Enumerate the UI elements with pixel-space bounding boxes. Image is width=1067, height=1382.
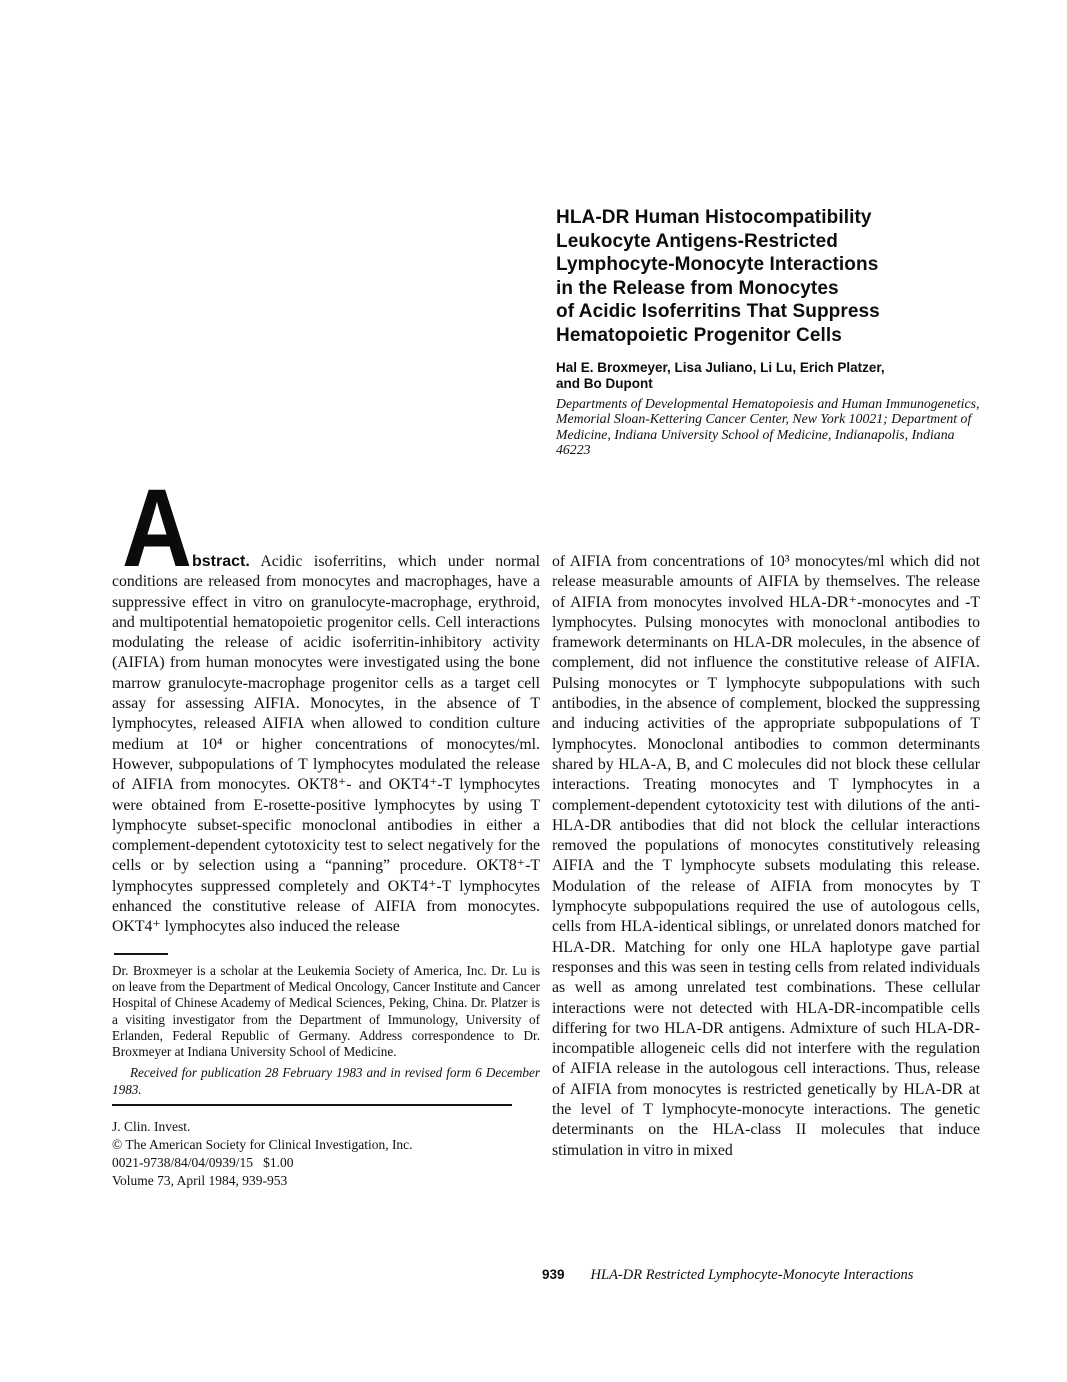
title-line: of Acidic Isoferritins That Suppress [556,301,880,323]
imprint-divider [112,1104,512,1106]
received-note: Received for publication 28 February 1983 and in revised form 6 December 1983. [112,1065,540,1097]
author-line: and Bo Dupont [556,375,653,391]
abstract-leadin: bstract. [192,553,250,570]
running-title: HLA-DR Restricted Lymphocyte-Monocyte Interactions [590,1267,914,1283]
title-line: Hematopoietic Progenitor Cells [556,324,842,346]
author-list [556,360,982,392]
fee-code-line: 0021-9738/84/04/0939/15 $1.00 [112,1155,294,1171]
author-credits-footnote: Dr. Broxmeyer is a scholar at the Leukemia Society of America, Inc. Dr. Lu is on leave from the Department of Medical Oncology, Cancer Institute and Cancer Hospital of Chinese Academy of Medical Sciences, Peking, China. Dr. Platzer is a visiting investigator from the Department of Immunology, University of Erlanden, Federal Republic of Germany. Address correspondence to Dr. Broxmeyer at Indiana University School of Medicine. [112,962,540,1060]
abstract-opening [112,467,540,938]
right-column [552,552,980,1161]
dropcap-letter: A [122,467,192,590]
abstract-paragraph-right: of AIFIA from concentrations of 10³ monocytes/ml which did not release measurable amounts of AIFIA by themselves. The release of AIFIA from monocytes involved HLA-DR⁺-monocytes and -T lymphocytes. Pulsing monocytes with monoclonal antibodies to framework determinants on HLA-DR molecules, in the absence of complement, did not influence the constitutive release of AIFIA. Pulsing monocytes or T lymphocyte subpopulations with such antibodies, in the absence of complement, blocked the suppressing and inducing activities of the appropriate subpopulations of T lymphocytes. Monoclonal antibodies to common determinants shared by HLA-A, B, and C molecules did not block these cellular interactions. Treating monocytes and T lymphocytes in a complement-dependent cytotoxicity test with dilutions of the anti-HLA-DR antibodies that did not block the cellular interactions removed the populations of monocytes constitutively releasing AIFIA and the T lymphocyte subsets modulating this release. Modulation of the release of AIFIA from monocytes by T lymphocyte subpopulations required the use of autologous cells, cells from HLA-identical siblings, or unrelated donors matched for HLA-DR. Matching for only one HLA haplotype gave partial responses and this was seen in testing cells from related individuals as well as among unrelated test combinations. These cellular interactions were not detected with HLA-DR-incompatible cells differing for two HLA-DR antigens. Admixture of such HLA-DR-incompatible allogeneic cells did not interfere with the regulation of AIFIA release in the autologous cell interactions. Thus, release of AIFIA from monocytes is restricted genetically by HLA-DR at the level of T lymphocyte-monocyte interactions. The genetic determinants on the HLA-class II molecules that induce stimulation in vitro in mixed [552,553,980,1159]
footnote-divider [114,953,168,955]
title-line: Lymphocyte-Monocyte Interactions [556,254,879,276]
left-column [112,467,540,1190]
article-title [556,206,982,348]
affiliations: Departments of Developmental Hematopoiesis and Human Immunogenetics, Memorial Sloan-Kettering Cancer Center, New York 10021; Department of Medicine, Indiana University School of Medicine, Indianapolis, Indiana 46223 [556,395,980,458]
abstract-paragraph-left [112,552,540,938]
page-number: 939 [542,1267,565,1282]
volume-line: Volume 73, April 1984, 939-953 [112,1173,288,1189]
abstract-text-left: Acidic isoferritins, which under normal conditions are released from monocytes and macrophages, have a suppressive effect in vitro on granulocyte-macrophage, erythroid, and multipotential hematopoietic progenitor cells. Cell interactions modulating the release of acidic isoferritin-inhibitory activity (AIFIA) from human monocytes were investigated using the bone marrow granulocyte-macrophage progenitor cells as a target cell assay for assessing AIFIA. Monocytes, in the absence of T lymphocytes, released AIFIA when allowed to condition culture medium at 10⁴ or higher concentrations of monocytes/ml. However, subpopulations of T lymphocytes modulated the release of AIFIA from monocytes. OKT8⁺- and OKT4⁺-T lymphocytes were obtained from E-rosette-positive lymphocytes by using T lymphocyte subset-specific monoclonal antibodies in either a complement-dependent cytotoxicity test to select negatively for the cells or by selection using a “panning” procedure. OKT8⁺-T lymphocytes suppressed completely and OKT4⁺-T lymphocytes enhanced the constitutive release of AIFIA from monocytes. OKT4⁺ lymphocytes also induced the release [112,553,540,936]
title-line: HLA-DR Human Histocompatibility [556,207,872,228]
journal-imprint [112,1118,540,1190]
copyright-line: © The American Society for Clinical Investigation, Inc. [112,1137,413,1153]
page-footer [542,1266,913,1284]
title-line: Leukocyte Antigens-Restricted [556,230,838,252]
author-line: Hal E. Broxmeyer, Lisa Juliano, Li Lu, Erich Platzer, [556,359,885,375]
article-header [556,206,982,458]
title-line: in the Release from Monocytes [556,277,839,299]
journal-abbreviation: J. Clin. Invest. [112,1119,191,1135]
